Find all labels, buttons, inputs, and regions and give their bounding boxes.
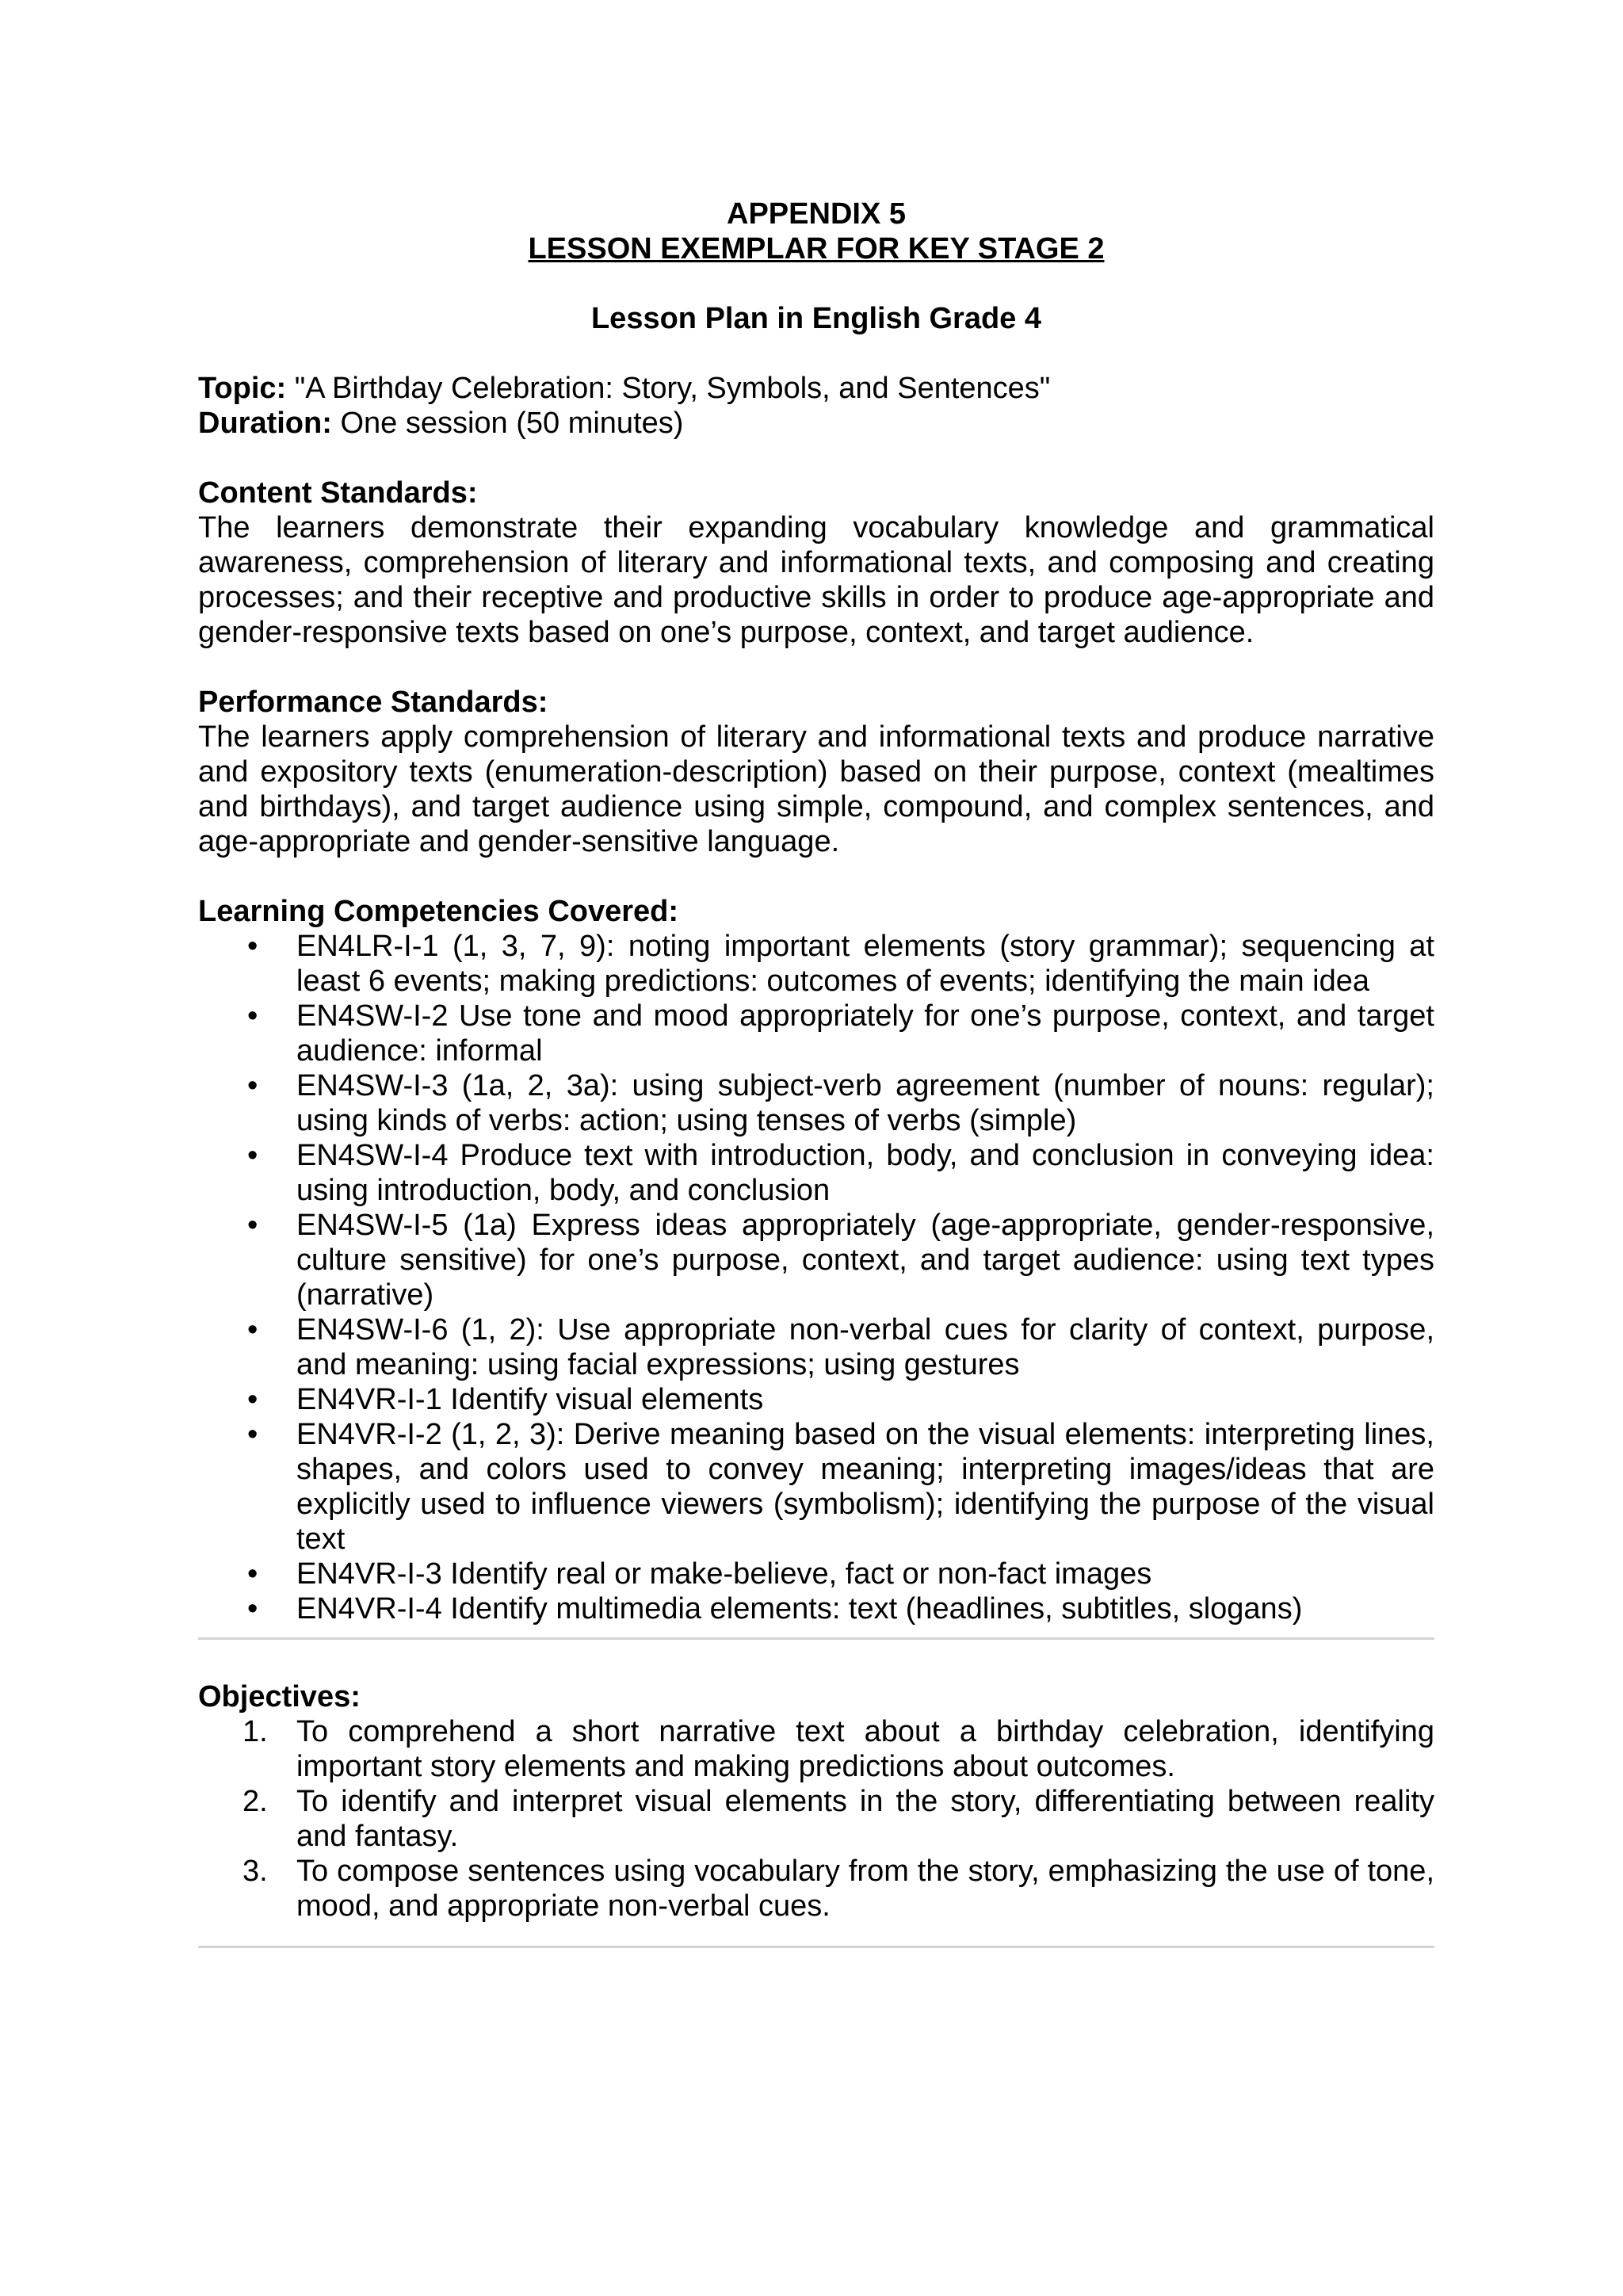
objectives-section [198,1679,1434,1924]
competency-text: EN4SW-I-2 Use tone and mood appropriately for one’s purpose, context, and target audience: informal [296,999,1434,1068]
competency-text: EN4VR-I-3 Identify real or make-believe, fact or non-fact images [296,1557,1152,1591]
competency-item [198,1591,1434,1626]
exemplar-title: LESSON EXEMPLAR FOR KEY STAGE 2 [528,232,1105,266]
section-divider [198,1637,1434,1640]
competency-item [198,1208,1434,1312]
appendix-title: APPENDIX 5 [727,197,906,231]
lesson-plan-title: Lesson Plan in English Grade 4 [590,302,1042,335]
competency-text: EN4VR-I-4 Identify multimedia elements: text (headlines, subtitles, slogans) [296,1592,1303,1626]
duration-line [198,406,1434,441]
competency-text: EN4SW-I-6 (1, 2): Use appropriate non-verbal cues for clarity of context, purpose, and meaning: using facial expressions; using gestures [296,1313,1434,1381]
objective-item [198,1784,1434,1854]
competency-text: EN4VR-I-2 (1, 2, 3): Derive meaning based on the visual elements: interpreting lines, shapes, and colors used to convey meaning; interpreting images/ideas that are explicitly used to influence viewers (symbolism); identifying the purpose of the visual text [296,1418,1434,1556]
objectives-list [198,1714,1434,1924]
competency-text: EN4SW-I-3 (1a, 2, 3a): using subject-verb agreement (number of nouns: regular); using kinds of verbs: action; using tenses of verbs (simple) [296,1069,1434,1137]
objective-number: 3. [242,1855,268,1888]
performance-standards-text: The learners apply comprehension of literary and informational texts and produce narrative and expository texts (enumeration-description) based on their purpose, context (mealtimes and birthdays), and target audience using simple, compound, and complex sentences, and age-appropriate and gender-sensitive language. [198,720,1434,858]
document-page [198,197,1434,1948]
competency-item [198,999,1434,1068]
performance-standards-section [198,685,1434,859]
bullet-icon: • [247,1209,258,1242]
bullet-icon: • [247,999,258,1033]
bullet-icon: • [247,1592,258,1626]
competency-text: EN4SW-I-5 (1a) Express ideas appropriately (age-appropriate, gender-responsive, culture sensitive) for one’s purpose, context, and target audience: using text types (narrative) [296,1209,1434,1312]
competency-item [198,1138,1434,1208]
objective-number: 2. [242,1785,268,1818]
content-standards-heading: Content Standards: [198,476,478,510]
bullet-icon: • [247,1139,258,1172]
objective-item [198,1854,1434,1924]
competency-text: EN4SW-I-4 Produce text with introduction, body, and conclusion in conveying idea: using introduction, body, and conclusion [296,1139,1434,1207]
topic-value: "A Birthday Celebration: Story, Symbols, and Sentences" [294,372,1051,405]
competencies-list [198,929,1434,1626]
competencies-section [198,894,1434,1626]
objective-text: To compose sentences using vocabulary from the story, emphasizing the use of tone, mood, and appropriate non-verbal cues. [296,1855,1434,1923]
section-divider [198,1946,1434,1948]
content-standards-section [198,476,1434,650]
competency-text: EN4VR-I-1 Identify visual elements [296,1383,764,1416]
objectives-heading: Objectives: [198,1680,361,1713]
objective-item [198,1714,1434,1784]
duration-label: Duration: [198,407,332,440]
objective-text: To identify and interpret visual elements in the story, differentiating between reality and fantasy. [296,1785,1434,1853]
objective-text: To comprehend a short narrative text about a birthday celebration, identifying important story elements and making predictions about outcomes. [296,1715,1434,1783]
bullet-icon: • [247,1557,258,1591]
competency-item [198,929,1434,999]
bullet-icon: • [247,930,258,963]
topic-label: Topic: [198,372,287,405]
competency-item [198,1068,1434,1138]
performance-standards-heading: Performance Standards: [198,686,548,719]
bullet-icon: • [247,1383,258,1416]
bullet-icon: • [247,1069,258,1102]
competency-item [198,1312,1434,1382]
competency-item [198,1557,1434,1591]
lesson-meta [198,371,1434,441]
competency-item [198,1382,1434,1417]
competency-item [198,1417,1434,1557]
competency-text: EN4LR-I-1 (1, 3, 7, 9): noting important elements (story grammar); sequencing at least 6 events; making predictions: outcomes of events; identifying the main idea [296,930,1434,998]
content-standards-text: The learners demonstrate their expanding vocabulary knowledge and grammatical awareness, comprehension of literary and informational texts, and composing and creating processes; and their receptive and productive skills in order to produce age-appropriate and gender-responsive texts based on one’s purpose, context, and target audience. [198,511,1434,649]
competencies-heading: Learning Competencies Covered: [198,895,679,928]
bullet-icon: • [247,1418,258,1451]
topic-line [198,371,1434,406]
duration-value: One session (50 minutes) [340,407,684,440]
bullet-icon: • [247,1313,258,1347]
objective-number: 1. [242,1715,268,1748]
